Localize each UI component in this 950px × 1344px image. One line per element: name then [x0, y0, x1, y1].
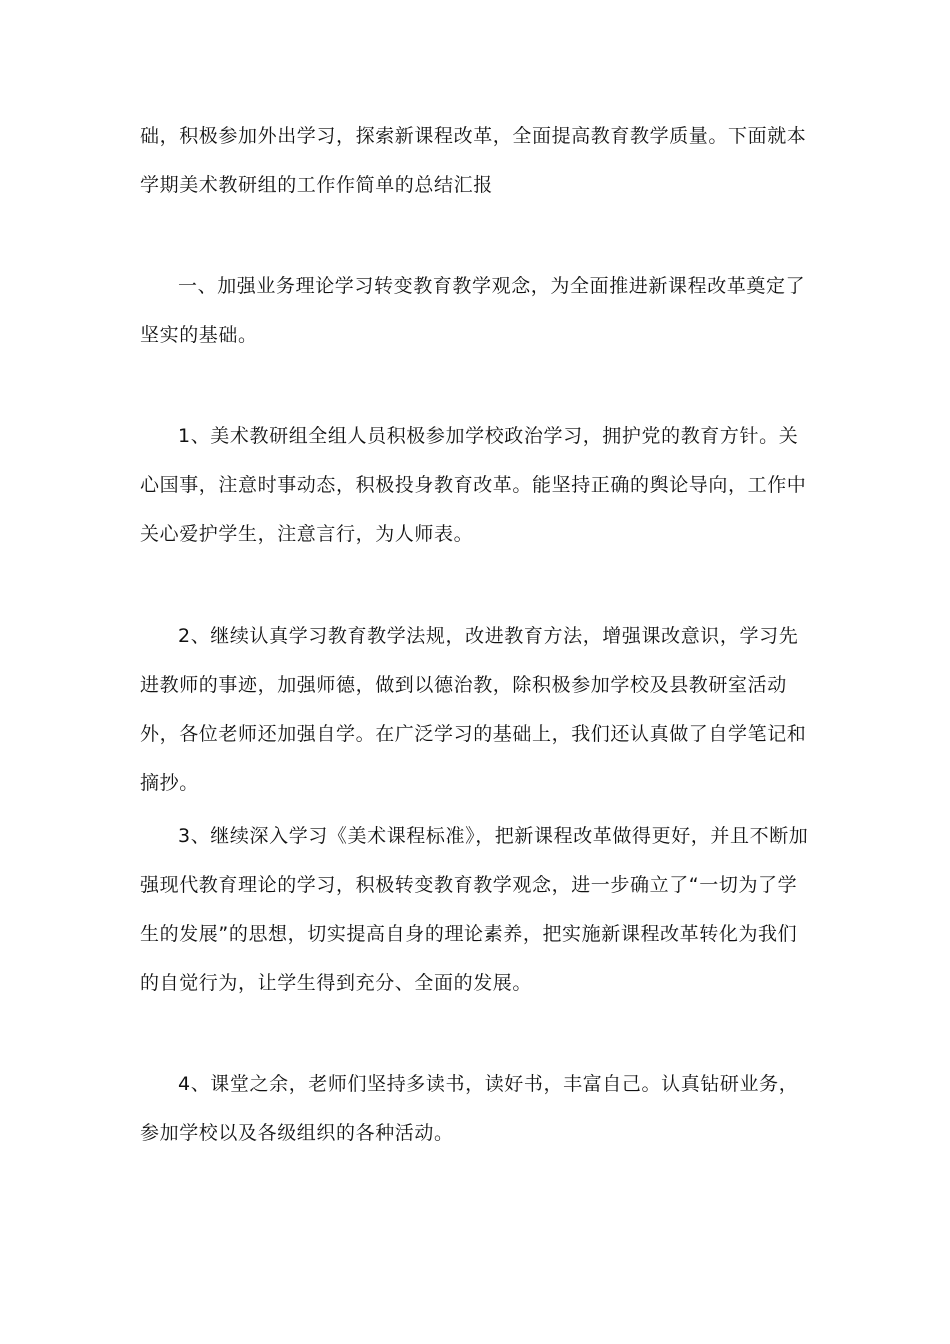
paragraph-intro-continuation: 础，积极参加外出学习，探索新课程改革，全面提高教育教学质量。下面就本学期美术教研组的工作作简单的总结汇报: [140, 125, 807, 196]
paragraph-item-2: 2、继续认真学习教育教学法规，改进教育方法，增强课改意识，学习先进教师的事迹，加强师德，做到以德治教，除积极参加学校及县教研室活动外，各位老师还加强自学。在广泛学习的基础上，我们还认真做了自学笔记和摘抄。: [140, 625, 807, 794]
paragraph-item-1: 1、美术教研组全组人员积极参加学校政治学习，拥护党的教育方针。关心国事，注意时事动态，积极投身教育改革。能坚持正确的舆论导向，工作中关心爱护学生，注意言行，为人师表。: [140, 425, 807, 545]
section-heading-1: 一、加强业务理论学习转变教育教学观念，为全面推进新课程改革奠定了坚实的基础。: [140, 275, 806, 346]
paragraph-item-4: 4、课堂之余，老师们坚持多读书，读好书，丰富自己。认真钻研业务，参加学校以及各级组织的各种活动。: [140, 1073, 799, 1144]
paragraph-item-3: 3、继续深入学习《美术课程标准》，把新课程改革做得更好，并且不断加强现代教育理论的学习，积极转变教育教学观念，进一步确立了“一切为了学生的发展”的思想，切实提高自身的理论素养，把实施新课程改革转化为我们的自觉行为，让学生得到充分、全面的发展。: [140, 825, 809, 994]
